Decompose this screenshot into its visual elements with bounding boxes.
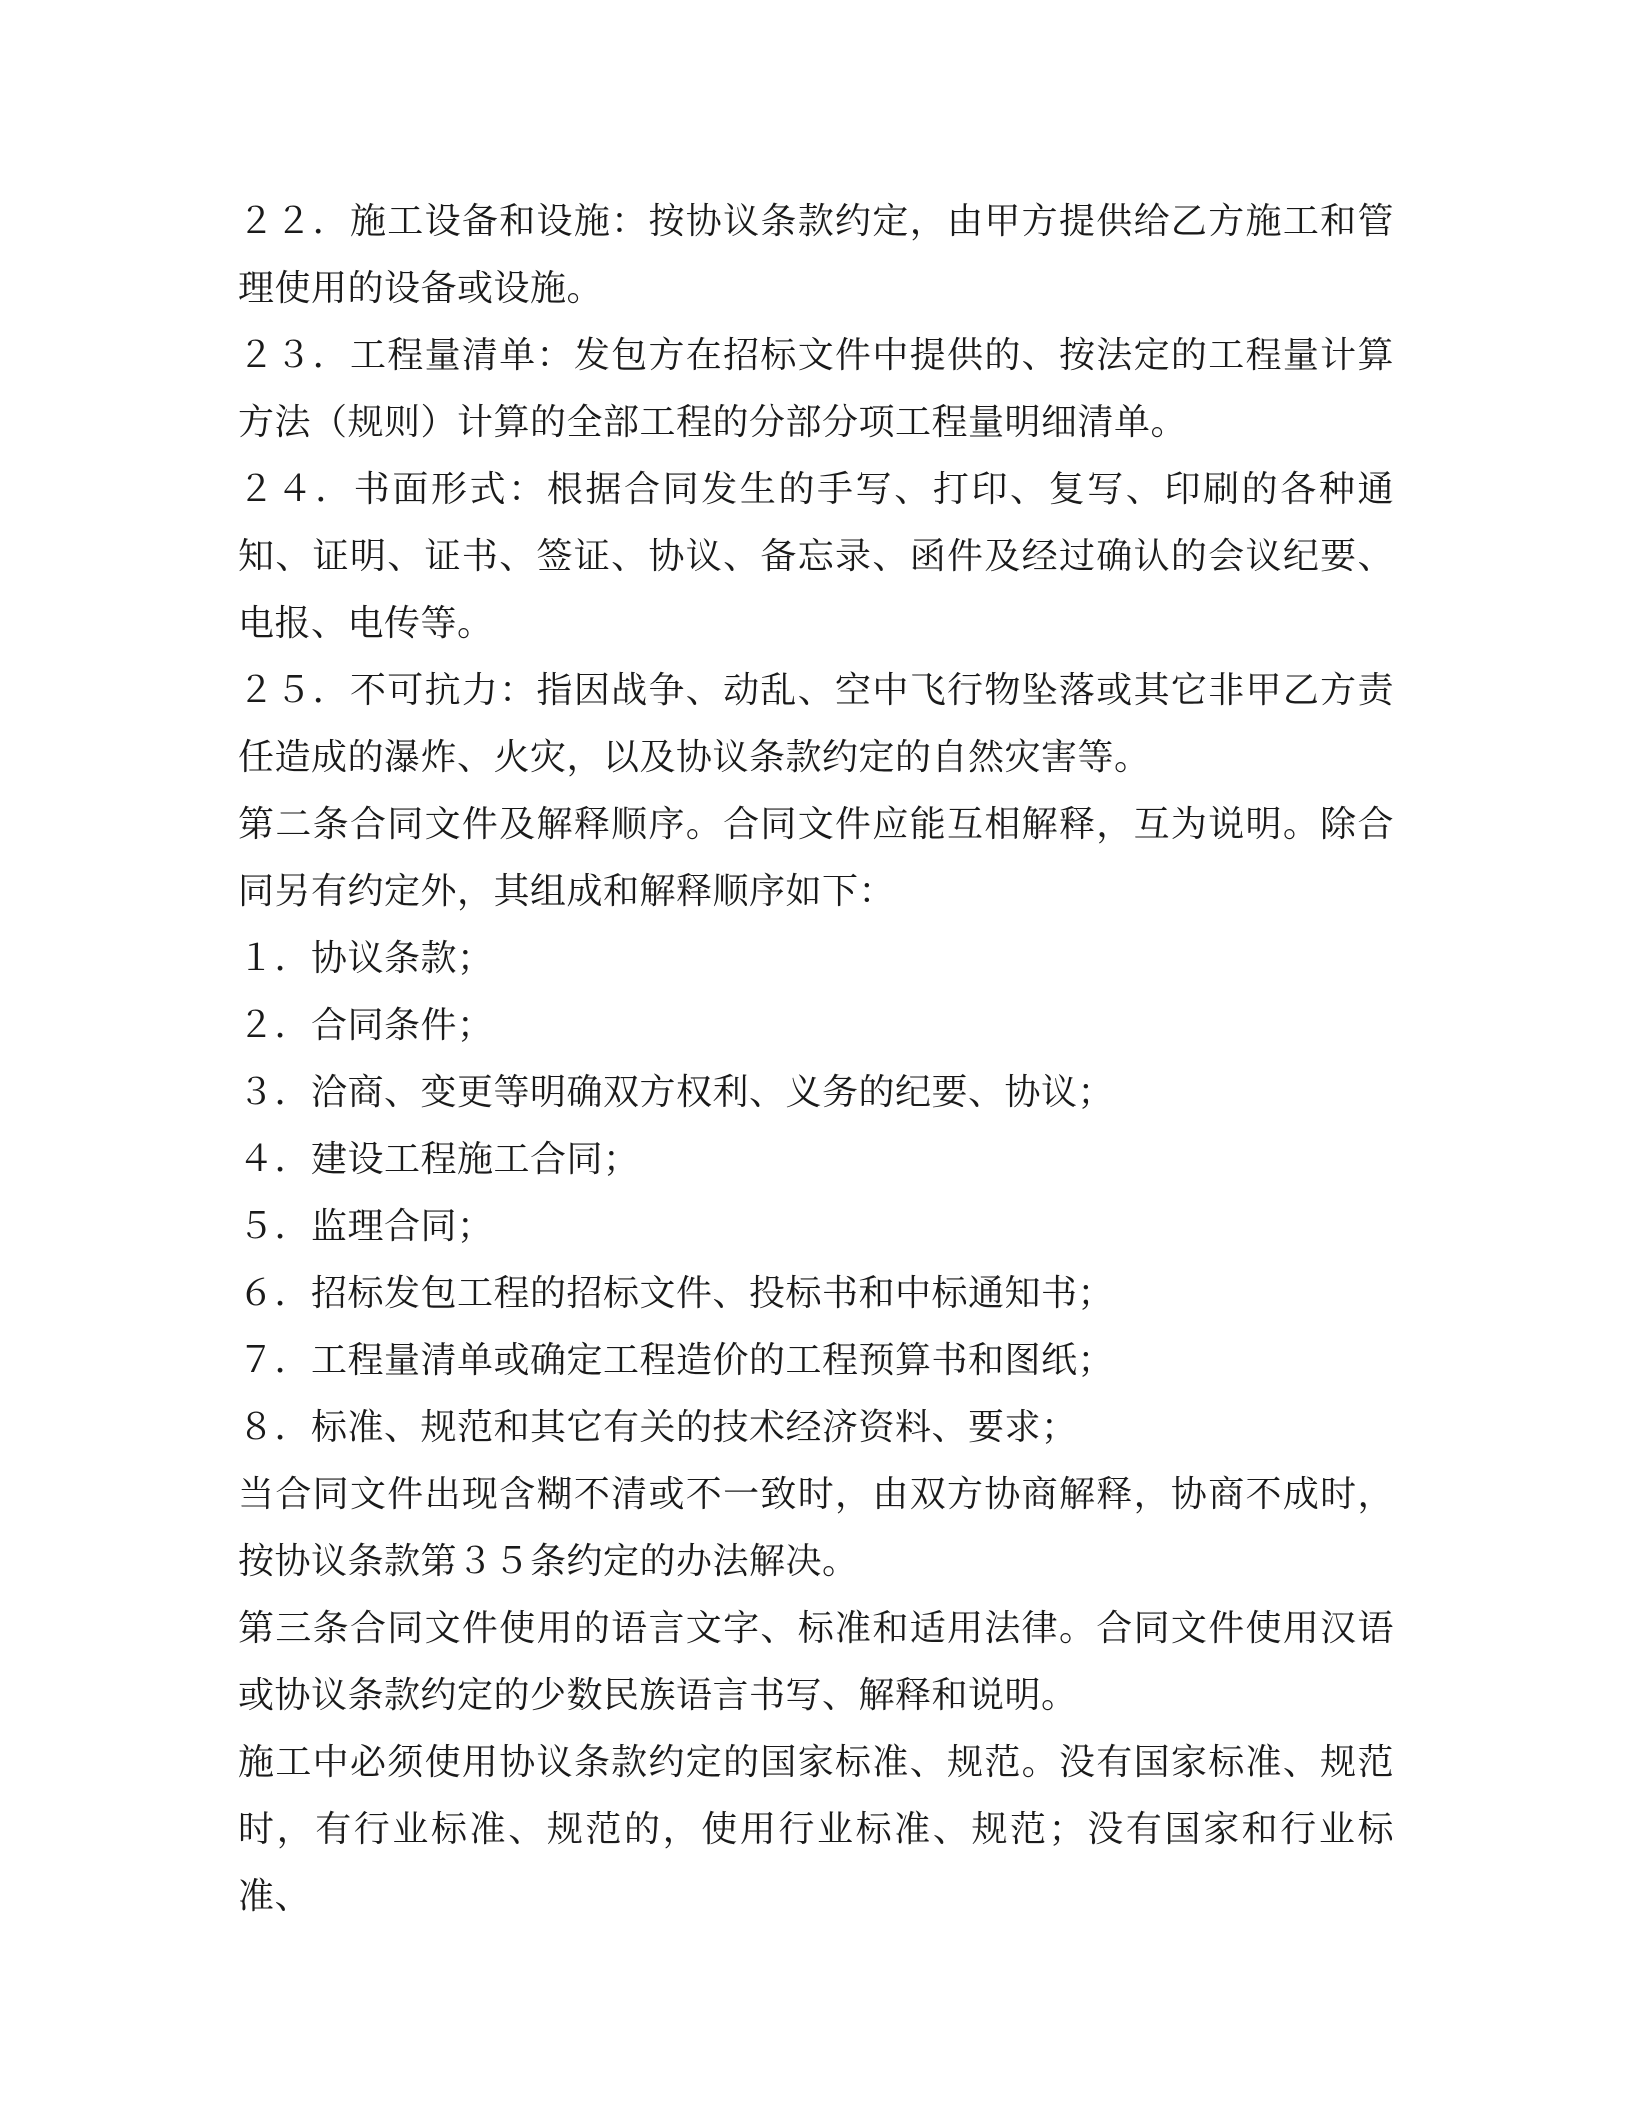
standards-paragraph: 施工中必须使用协议条款约定的国家标准、规范。没有国家标准、规范时，有行业标准、规范的，使用行业标准、规范；没有国家和行业标准、: [238, 1742, 1394, 1917]
clause-23-bill-of-quantities: ２３．工程量清单：发包方在招标文件中提供的、按法定的工程量计算方法（规则）计算的全部工程的分部分项工程量明细清单。: [238, 335, 1394, 443]
list-item-2: ２．合同条件；: [238, 1005, 494, 1046]
list-item-1: １．协议条款；: [238, 938, 494, 979]
list-item-7: ７．工程量清单或确定工程造价的工程预算书和图纸；: [238, 1340, 1115, 1381]
list-item-6: ６．招标发包工程的招标文件、投标书和中标通知书；: [238, 1273, 1115, 1314]
list-item-8: ８．标准、规范和其它有关的技术经济资料、要求；: [238, 1407, 1078, 1448]
article-3-language-and-law: 第三条合同文件使用的语言文字、标准和适用法律。合同文件使用汉语或协议条款约定的少数民族语言书写、解释和说明。: [238, 1608, 1394, 1716]
article-2-contract-documents: 第二条合同文件及解释顺序。合同文件应能互相解释，互为说明。除合同另有约定外，其组成和解释顺序如下：: [238, 804, 1394, 912]
clause-25-force-majeure: ２５．不可抗力：指因战争、动乱、空中飞行物坠落或其它非甲乙方责任造成的瀑炸、火灾，以及协议条款约定的自然灾害等。: [238, 670, 1394, 778]
clause-24-written-form: ２４．书面形式：根据合同发生的手写、打印、复写、印刷的各种通知、证明、证书、签证、协议、备忘录、函件及经过确认的会议纪要、电报、电传等。: [238, 469, 1394, 644]
list-item-5: ５．监理合同；: [238, 1206, 494, 1247]
clause-22-equipment: ２２．施工设备和设施：按协议条款约定，由甲方提供给乙方施工和管理使用的设备或设施。: [238, 201, 1394, 309]
ambiguity-resolution-paragraph: 当合同文件出现含糊不清或不一致时，由双方协商解释，协商不成时，按协议条款第３５条约定的办法解决。: [238, 1474, 1394, 1582]
document-body: [238, 188, 1394, 1930]
list-item-3: ３．洽商、变更等明确双方权利、义务的纪要、协议；: [238, 1072, 1115, 1113]
list-item-4: ４．建设工程施工合同；: [238, 1139, 640, 1180]
